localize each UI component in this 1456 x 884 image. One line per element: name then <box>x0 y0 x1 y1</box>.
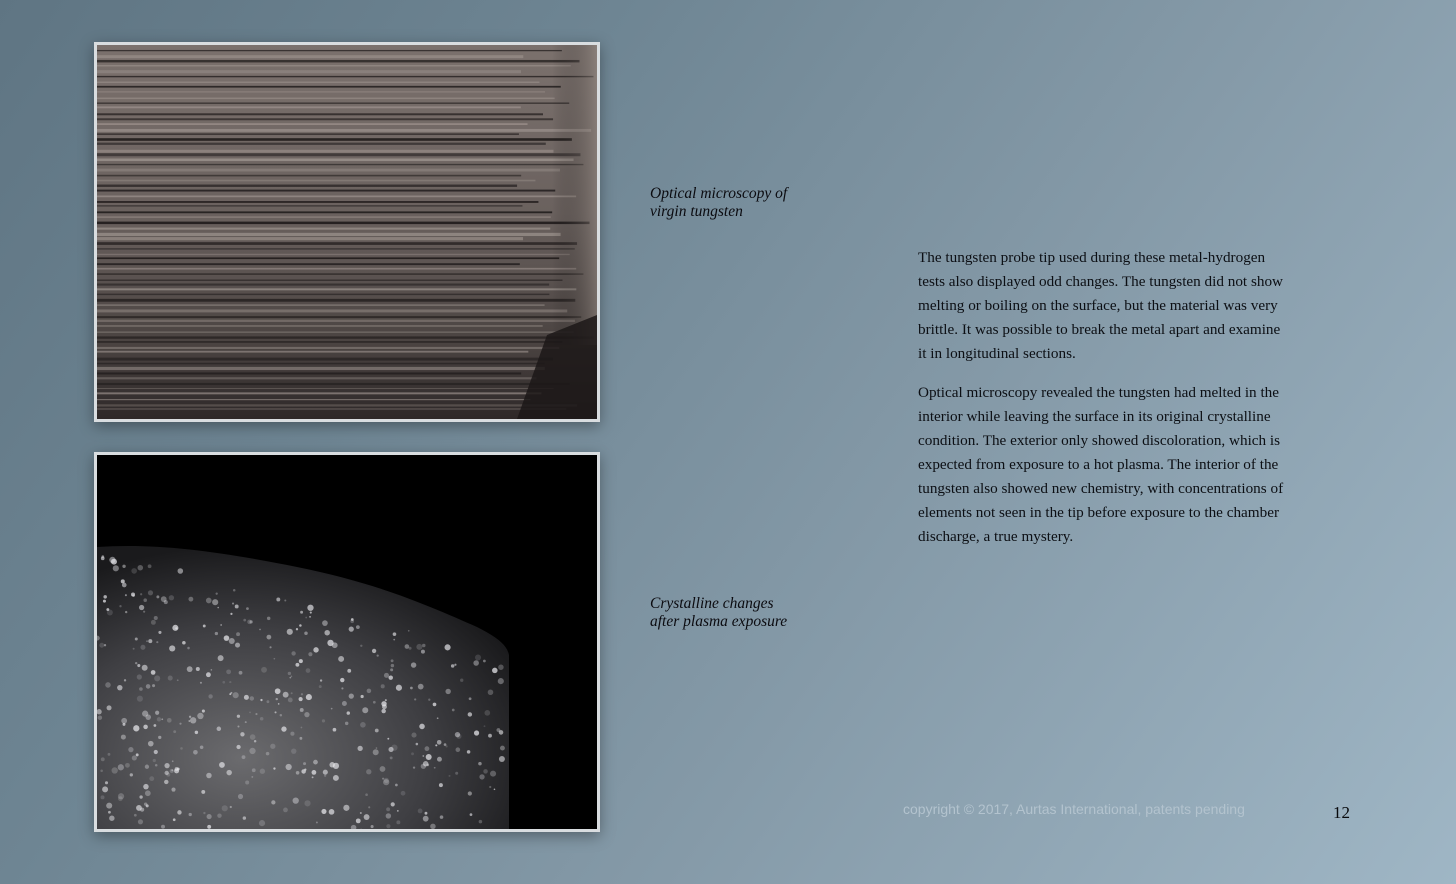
caption-virgin-tungsten <box>650 185 850 221</box>
caption-line: after plasma exposure <box>650 613 788 630</box>
caption-line: Optical microscopy of <box>650 185 788 202</box>
caption-line: Crystalline changes <box>650 595 774 612</box>
body-text <box>918 246 1290 564</box>
photo-crystalline-changes <box>94 452 600 832</box>
page-number: 12 <box>1333 803 1350 822</box>
caption-crystalline-changes <box>650 595 850 631</box>
virgin-tungsten-image <box>97 45 597 419</box>
body-paragraph: Optical microscopy revealed the tungsten had melted in the interior while leaving the surface in its original crystalline condition. The exterior only showed discoloration, which is expected from exposure to a hot plasma. The interior of the tungsten also showed new chemistry, with concentrations of elements not seen in the tip before exposure to the chamber discharge, a true mystery. <box>918 384 1284 545</box>
body-paragraph: The tungsten probe tip used during these metal-hydrogen tests also displayed odd changes. The tungsten did not show melting or boiling on the surface, but the material was very brittle. It was possible to break the metal apart and examine it in longitudinal sections. <box>918 249 1284 362</box>
caption-line: virgin tungsten <box>650 203 743 220</box>
copyright-notice: copyright © 2017, Aurtas International, patents pending <box>903 801 1245 817</box>
crystalline-changes-image <box>97 455 597 829</box>
photo-virgin-tungsten <box>94 42 600 422</box>
